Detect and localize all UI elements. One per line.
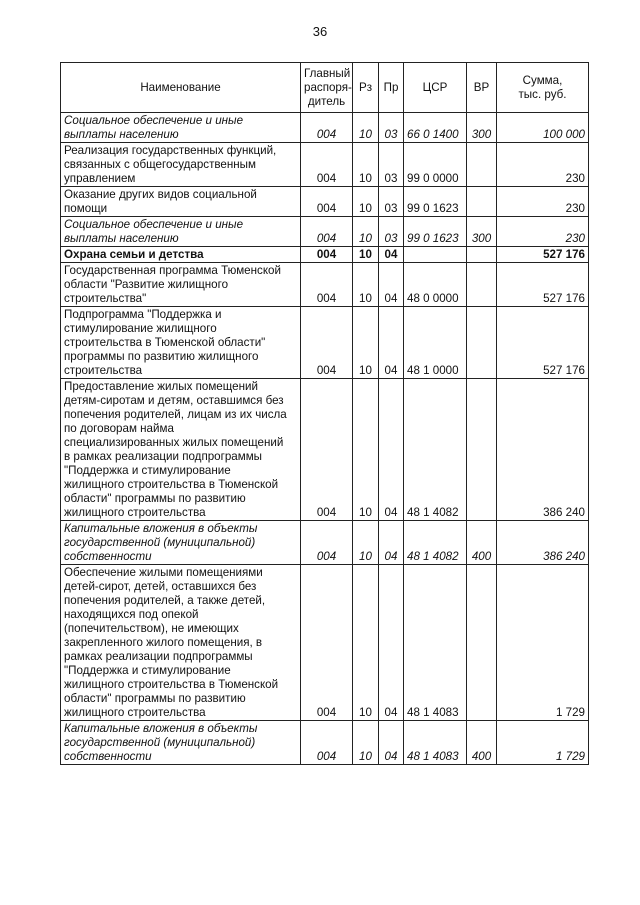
row-section: 10: [353, 307, 379, 379]
header-row: [61, 63, 589, 113]
row-subsection: 04: [379, 565, 404, 721]
row-section: 10: [353, 565, 379, 721]
row-name-line: выплаты населению: [64, 128, 179, 141]
row-name-line: области "Развитие жилищного: [64, 278, 229, 291]
row-subsection: 03: [379, 113, 404, 143]
row-subsection: 04: [379, 263, 404, 307]
row-name-line: Государственная программа Тюменской: [64, 264, 281, 277]
row-name-line: Капитальные вложения в объекты: [64, 522, 258, 535]
row-target-article: [404, 247, 467, 263]
row-name: [61, 143, 301, 187]
row-name-line: по договорам найма: [64, 422, 174, 435]
row-expense-type: [467, 143, 497, 187]
row-expense-type: [467, 307, 497, 379]
header-name: Наименование: [61, 63, 301, 113]
header-main-manager-line-3: дитель: [307, 95, 346, 108]
header-sum: [497, 63, 589, 113]
row-expense-type: [467, 263, 497, 307]
row-target-article: 66 0 1400: [404, 113, 467, 143]
row-name-line: области" программы по развитию: [64, 492, 246, 505]
row-name: [61, 521, 301, 565]
table-row: [61, 113, 589, 143]
table-row: [61, 143, 589, 187]
row-name: [61, 307, 301, 379]
row-target-article: 48 1 4082: [404, 521, 467, 565]
row-name-line: государственной (муниципальной): [64, 536, 256, 549]
row-subsection: 04: [379, 379, 404, 521]
row-name-line: управлением: [64, 172, 136, 185]
row-name-line: Капитальные вложения в объекты: [64, 722, 258, 735]
table-row: [61, 217, 589, 247]
row-name-line: стимулирование жилищного: [64, 322, 217, 335]
row-section: 10: [353, 247, 379, 263]
row-name-line: специализированных жилых помещений: [64, 436, 284, 449]
header-main-manager: [301, 63, 353, 113]
table-row: [61, 247, 589, 263]
row-name-line: детей-сирот, детей, оставшихся без: [64, 580, 257, 593]
header-sum-line-2: тыс. руб.: [518, 88, 567, 101]
row-name-line: Подпрограмма "Поддержка и: [64, 308, 222, 321]
row-name: [61, 113, 301, 143]
header-main-manager-line-2: распоря-: [304, 81, 352, 94]
row-expense-type: [467, 187, 497, 217]
row-name: [61, 247, 301, 263]
row-name-line: попечения родителей, а также детей,: [64, 594, 266, 607]
row-name: [61, 263, 301, 307]
row-name-line: связанных с общегосударственным: [64, 158, 256, 171]
table-row: [61, 565, 589, 721]
row-main-manager: 004: [301, 113, 353, 143]
row-name-line: области" программы по развитию: [64, 692, 246, 705]
page-number: 36: [312, 24, 328, 39]
row-main-manager: 004: [301, 217, 353, 247]
row-main-manager: 004: [301, 565, 353, 721]
table-row: [61, 721, 589, 765]
row-expense-type: 400: [467, 721, 497, 765]
row-name-line: рамках реализации подпрограммы: [64, 650, 253, 663]
row-name: [61, 565, 301, 721]
table-row: [61, 187, 589, 217]
table-row: [61, 263, 589, 307]
row-section: 10: [353, 721, 379, 765]
row-sum: 527 176: [497, 307, 589, 379]
row-expense-type: 300: [467, 217, 497, 247]
row-target-article: 99 0 1623: [404, 187, 467, 217]
row-main-manager: 004: [301, 379, 353, 521]
header-section: Рз: [353, 63, 379, 113]
table-row: [61, 307, 589, 379]
row-section: 10: [353, 143, 379, 187]
row-subsection: 03: [379, 187, 404, 217]
row-name-line: жилищного строительства: [64, 706, 206, 719]
row-section: 10: [353, 113, 379, 143]
row-sum: 386 240: [497, 379, 589, 521]
row-name-line: закрепленного жилого помещения, в: [64, 636, 263, 649]
row-expense-type: 400: [467, 521, 497, 565]
row-main-manager: 004: [301, 263, 353, 307]
row-subsection: 04: [379, 521, 404, 565]
row-name: [61, 379, 301, 521]
row-section: 10: [353, 521, 379, 565]
row-name-line: собственности: [64, 750, 152, 763]
row-name-line: собственности: [64, 550, 152, 563]
row-section: 10: [353, 379, 379, 521]
row-subsection: 03: [379, 217, 404, 247]
row-target-article: 48 1 4082: [404, 379, 467, 521]
header-sum-line-1: Сумма,: [522, 74, 563, 87]
row-name-line: детям-сиротам и детям, оставшимся без: [64, 394, 284, 407]
row-name-line: Социальное обеспечение и иные: [64, 218, 244, 231]
row-name-line: выплаты населению: [64, 232, 179, 245]
header-main-manager-line-1: Главный: [304, 67, 351, 80]
row-name-line: "Поддержка и стимулирование: [64, 664, 231, 677]
row-subsection: 04: [379, 721, 404, 765]
budget-table: [60, 62, 589, 765]
table-row: [61, 521, 589, 565]
row-sum: 100 000: [497, 113, 589, 143]
row-expense-type: 300: [467, 113, 497, 143]
row-name-line: Социальное обеспечение и иные: [64, 114, 244, 127]
row-sum: 527 176: [497, 247, 589, 263]
header-subsection: Пр: [379, 63, 404, 113]
row-subsection: 04: [379, 307, 404, 379]
row-section: 10: [353, 217, 379, 247]
row-name-line: попечения родителей, лицам из их числа: [64, 408, 287, 421]
row-expense-type: [467, 247, 497, 263]
row-sum: 1 729: [497, 565, 589, 721]
row-main-manager: 004: [301, 143, 353, 187]
row-target-article: 99 0 1623: [404, 217, 467, 247]
row-target-article: 48 1 4083: [404, 721, 467, 765]
row-target-article: 48 1 0000: [404, 307, 467, 379]
row-subsection: 03: [379, 143, 404, 187]
row-sum: 230: [497, 217, 589, 247]
row-sum: 527 176: [497, 263, 589, 307]
row-name-line: находящихся под опекой: [64, 608, 199, 621]
row-section: 10: [353, 187, 379, 217]
row-name-line: государственной (муниципальной): [64, 736, 256, 749]
row-name-line: строительства в Тюменской области": [64, 336, 266, 349]
header-expense-type: ВР: [467, 63, 497, 113]
row-sum: 386 240: [497, 521, 589, 565]
row-expense-type: [467, 379, 497, 521]
row-main-manager: 004: [301, 187, 353, 217]
row-name-line: Предоставление жилых помещений: [64, 380, 258, 393]
row-name-line: Оказание других видов социальной: [64, 188, 257, 201]
row-name-line: помощи: [64, 202, 108, 215]
row-name-line: строительства": [64, 292, 147, 305]
row-sum: 1 729: [497, 721, 589, 765]
row-name: [61, 187, 301, 217]
row-name-line: в рамках реализации подпрограммы: [64, 450, 263, 463]
row-name-line: программы по развитию жилищного: [64, 350, 259, 363]
row-section: 10: [353, 263, 379, 307]
row-name: [61, 721, 301, 765]
row-target-article: 48 0 0000: [404, 263, 467, 307]
row-sum: 230: [497, 187, 589, 217]
row-name-line: Обеспечение жилыми помещениями: [64, 566, 263, 579]
row-name-line: (попечительством), не имеющих: [64, 622, 239, 635]
row-main-manager: 004: [301, 521, 353, 565]
row-name-line: жилищного строительства: [64, 506, 206, 519]
row-name-line: Реализация государственных функций,: [64, 144, 277, 157]
row-expense-type: [467, 565, 497, 721]
table-body: [61, 113, 589, 765]
row-sum: 230: [497, 143, 589, 187]
row-main-manager: 004: [301, 307, 353, 379]
table-row: [61, 379, 589, 521]
row-name-line: строительства: [64, 364, 143, 377]
row-target-article: 48 1 4083: [404, 565, 467, 721]
row-name: [61, 217, 301, 247]
row-main-manager: 004: [301, 721, 353, 765]
row-subsection: 04: [379, 247, 404, 263]
row-main-manager: 004: [301, 247, 353, 263]
row-name-line: "Поддержка и стимулирование: [64, 464, 231, 477]
row-name-line: жилищного строительства в Тюменской: [64, 478, 279, 491]
row-target-article: 99 0 0000: [404, 143, 467, 187]
row-name-line: Охрана семьи и детства: [64, 248, 204, 261]
header-target-article: ЦСР: [404, 63, 467, 113]
row-name-line: жилищного строительства в Тюменской: [64, 678, 279, 691]
